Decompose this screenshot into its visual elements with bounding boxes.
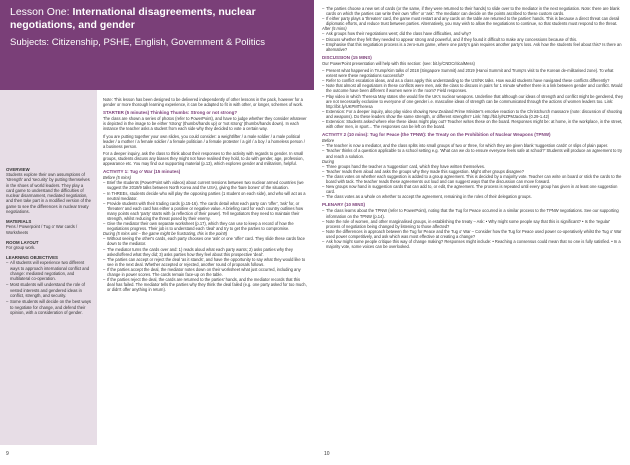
before-list [103, 180, 308, 231]
objective-item: – Some students will decide on the best ways to negotiate for change, and defend their opinion, with a consideration of gender. [6, 299, 91, 315]
continued-list [322, 6, 624, 26]
before-list [322, 143, 624, 158]
list-item: – Present what happened in Trump/Kim talks of 2018 (Singapore Summit) and 2019 (Hanoi Summit and Trump's visit to the Korean de-militarised zone). To what extent were these negotiations successful? [322, 68, 624, 78]
list-item: – In THREEs, students decide who will play the opposing parties (1 student on each side), and who will act as a neutral mediator. [103, 191, 308, 201]
list-item: – Brief the students (PowerPoint with videos) about current tensions between two nuclear armed countries (we suggest the 2018/9 talks between North Korea and the USA), giving the 'bare bones' of the situation. [103, 180, 308, 190]
sidebar [0, 90, 97, 445]
before-label: Before [322, 138, 335, 144]
list-item: – Extension: For a deeper inquiry, also play video showing New Zealand Prime Minister's emotive reaction to the Christchurch massacre (note: discussion of shooting and weapons). Do these leaders show the same strength, or different strengths? Link: http://bit.ly/NZPMJacinda (0.29-1.42) [322, 109, 624, 119]
lesson-note: Note: This lesson has been designed to be delivered independently of other lessons in the pack, however for a gender or more thorough learning experience, it can be adapted to fit in with other, or longer, schemes of work. [103, 97, 304, 108]
list-item: – If the parties accept the deal, the mediator notes down on their worksheet what just occurred, including any change in power scores. The cards remain face-up on the table. [103, 267, 308, 277]
list-item: – The class votes as a whole on whether to accept the agreement, remaining in the roles of their delegation groups. [322, 194, 624, 199]
discussion-intro: Our PowerPoint presentation will help with this section: (see: bit.ly/CNDCriticalMess) [322, 60, 475, 66]
materials-text: Pens / Powerpoint / Tug o' War cards / Worksheets [6, 224, 78, 235]
starter-paragraph: For a deeper inquiry, ask the class to think about their responses to the activity with regards to gender. In small groups, students discuss any biases they might not have realised they hold, to do with gender, age, profession, appearance etc. You may find our supporting material (p.13), which explores gender and militarism, helpful. [103, 150, 304, 167]
left-page-column [103, 97, 308, 292]
discussion-heading: DISCUSSION (15 MINS) [322, 54, 372, 60]
overview-text: Students explore their own assumptions of 'strength' and 'security' by putting themselves in the shoes of world leaders. They play a card game to understand the difficulties of nuclear disarmament, mediated negotiation, and then take part in a modified version of the game to see the differences in nuclear treaty negotiations. [6, 172, 91, 215]
list-item: – Emphasise that this negotiation process is a zero-sum game, where one party's gain requires another party's loss. Ask how the students feel about this? Is there an alternative? [322, 42, 624, 52]
list-item: – Note the role of women, and other marginalised groups, in establishing the treaty – Ask: • Why might some people say that this is significant? • Is the 'regular' process of negotiation being changed by listening to those affected? [322, 219, 624, 229]
room-layout-text: For group work. [6, 244, 36, 250]
objective-item: – All students will experience two different ways to approach international conflict and change: mediated negotiation, and multilateral co-operation. [6, 260, 91, 281]
list-item: – Teacher thinks of a question applicable to a school setting e.g. 'What can we do to ensure everyone feels safe at school?' Students will produce an agreement to try and reach a solution. [322, 148, 624, 158]
objective-item: – Most students will understand the role of vested interests and gendered ideas in conflict, strength, and security. [6, 282, 91, 298]
list-item: – Three groups hand the teacher a 'suggestion' card, which they have written themselves. [322, 164, 624, 169]
overview-heading: OVERVIEW [6, 167, 30, 172]
list-item: – If the parties reject the deal, the cards are returned to the parties' hands, and the mediator records that this deal has failed. The mediator tells the parties why they think the deal failed (e.g. one party asked for too much, or didn't offer anything in return). [103, 277, 308, 292]
list-item: – Without seeing the other's cards, each party chooses one 'ask' or one 'offer' card. They slide these cards face down to the mediator. [103, 236, 308, 246]
after-label: After (5 mins) [322, 26, 347, 32]
plenary-heading: PLENARY (10 MINS) [322, 202, 366, 208]
list-item: – Provide students with their trading cards (p.15-16). The cards detail what each party can 'offer', 'ask' for, or 'threaten' and each card has either a positive or negative value. A briefing card for each country outlines how many points each 'party' starts with (a reflection of their power). Tell negotiators they need to maintain their strength, whilst reducing the threat posed by their enemy. [103, 201, 308, 221]
list-item: – Note that almost all negotiators in these conflicts were men, ask the class to discuss in pairs for 1 minute whether there is a link between gender and conflict. Would the outcome have been different if women were in the room? Field responses. [322, 83, 624, 93]
lesson-header [0, 0, 314, 90]
plenary-list [322, 208, 624, 249]
list-item: – The class learns about the TPNW (refer to PowerPoint), noting that the Tug for Peace occurred in a similar process to the TPNW negotiations. See our supporting information on the TPNW (p.14). [322, 208, 624, 218]
right-page-column [322, 6, 624, 249]
list-item: – Ask groups how their negotiations went; did the class have difficulties, and why? [322, 31, 624, 36]
materials-heading: MATERIALS [6, 219, 32, 225]
list-item: – If either party plays a 'threaten' card, the game must restart and any cards on the table are returned to the parties' hands. This is because a direct threat can derail diplomatic efforts, and reduce trust between parties. Alternatively, you may wish to allow the negotiations to continue, so that students must respond to the threat. [322, 16, 624, 26]
list-item: – Refer to conflict escalation ideas, and as a class apply this understanding to the US/NK talks. How would students have navigated these conflicts differently? [322, 78, 624, 83]
learning-objectives-heading: LEARNING OBJECTIVES [6, 255, 58, 261]
discussion-list [322, 68, 624, 129]
list-item: – The mediator turns the cards over and: 1) reads aloud what each party wants; 2) asks parties why they asked/offered what they did; 3) asks parties how they feel about this prospective 'deal'. [103, 247, 308, 257]
starter-paragraph: The class are shown a series of photos (refer to PowerPoint), and have to judge whether they consider whatever is depicted in the image to be either 'strong' (thumbs/hands up) or 'not strong' (thumbs/hands down). In each instance the teacher asks a student from each side why they decided to vote a certain way. [103, 116, 307, 132]
list-item: – Ask how might some people critique this way of change making? Responses might include: • Reaching a consensus could mean that no one is fully satisfied. • In a majority vote, some voices can be overlooked. [322, 239, 624, 249]
list-item: – Teacher reads them aloud and asks the groups why they made this suggestion. Might other groups disagree? [322, 169, 624, 174]
learning-objectives-list [6, 260, 91, 315]
list-item: – Discuss whether they felt they needed to appear strong and powerful, and if they found it difficult to make any concessions because of this. [322, 37, 624, 42]
list-item: – The class votes on whether each suggestion is added to a group agreement. This is decided by a majority vote. Teacher can write on board or stick the cards to the board with tack. The teacher reads these agreements out loud and can suggest ways that the discussion can move forward. [322, 174, 624, 184]
activity-1-heading: ACTIVITY 1: Tug o' War (15 minutes) [103, 169, 181, 175]
page-number-right: 10 [324, 451, 330, 457]
during-label: During (5 mins unit – the game might be frustrating, this is the point!) [103, 231, 228, 237]
starter-heading: STARTER (5 minutes) Thinking Thumbs: Strong or not strong? [103, 110, 238, 116]
during-label: During [322, 158, 335, 164]
list-item: – The parties can accept or reject the deal 'as it stands', and have the opportunity to say what they would like to see in the next deal. Whether accepted or rejected, another round of proposals follows. [103, 257, 308, 267]
list-item: – The parties choose a new set of cards (or the same, if they were returned to their hands) to slide over to the mediator in the next negotiation. Note: there are blank cards on which the parties can write their own 'offer' or 'ask'. The mediator can decide on the points ascribed to these custom cards. [322, 6, 624, 16]
list-item: – Note the differences in approach between the Tug for Peace and the Tug o' War – Consider how the Tug for Peace used power co-operatively whilst the Tug o' War used power competitively, and ask which was most effective at creating a change? [322, 229, 624, 239]
lesson-title: Lesson One: International disagreements, nuclear negotiations, and gender [10, 6, 256, 31]
subjects-line: Subjects: Citizenship, PSHE, English, Government & Politics [10, 37, 266, 48]
list-item: – New groups now hand in suggestion cards that can add to, or edit, the agreement. The process is repeated until every group has given in at least one suggestion card. [322, 184, 624, 194]
starter-paragraph: If you are putting together your own slides, you could consider: a weightlifter / a male soldier / a male political leader / a mother / a female soldier / a female politician / a female protester / a girl / a boy / a homeless person / a business person. [103, 133, 305, 149]
during-list [322, 164, 624, 200]
list-item: – The teacher is now a mediator, and the class splits into small groups of two or three, for which they are given blank 'suggestion cards' or slips of plain paper. [322, 143, 624, 148]
room-layout-heading: ROOM LAYOUT [6, 239, 39, 245]
before-label: Before (5 mins) [103, 175, 131, 181]
activity-2-heading: ACTIVITY 2 (10 mins): Tug for Peace (the TPNW): the Treaty on the Prohibition of Nuclear Weapons (TPNW) [322, 132, 551, 138]
list-item: – Play video in which Theresa May states she would fire the UK's nuclear weapons. Underline that although our ideas of strength and conflict might be gendered, they are not necessarily exclusive to everyone of one gender i.e. masculine ideas of strength can be communicated through the actions of women leaders too. Link: http://bit.ly/UKPMTheresa [322, 94, 624, 109]
after-list [322, 31, 624, 51]
list-item: – Give the mediator their own separate worksheet (p.17), which they can use to keep a record of how the negotiations progress. Their job is to understand each 'deal' and try to get the parties to compromise. [103, 221, 308, 231]
list-item: – Extension: Students asked where else these ideas might play out? Teacher writes these on the board. Responses might be: at home, in the workplace, in the street, with other men, in sport... The responses can be left on the board. [322, 119, 624, 129]
page-number-left: 9 [6, 451, 9, 457]
during-list [103, 236, 308, 292]
